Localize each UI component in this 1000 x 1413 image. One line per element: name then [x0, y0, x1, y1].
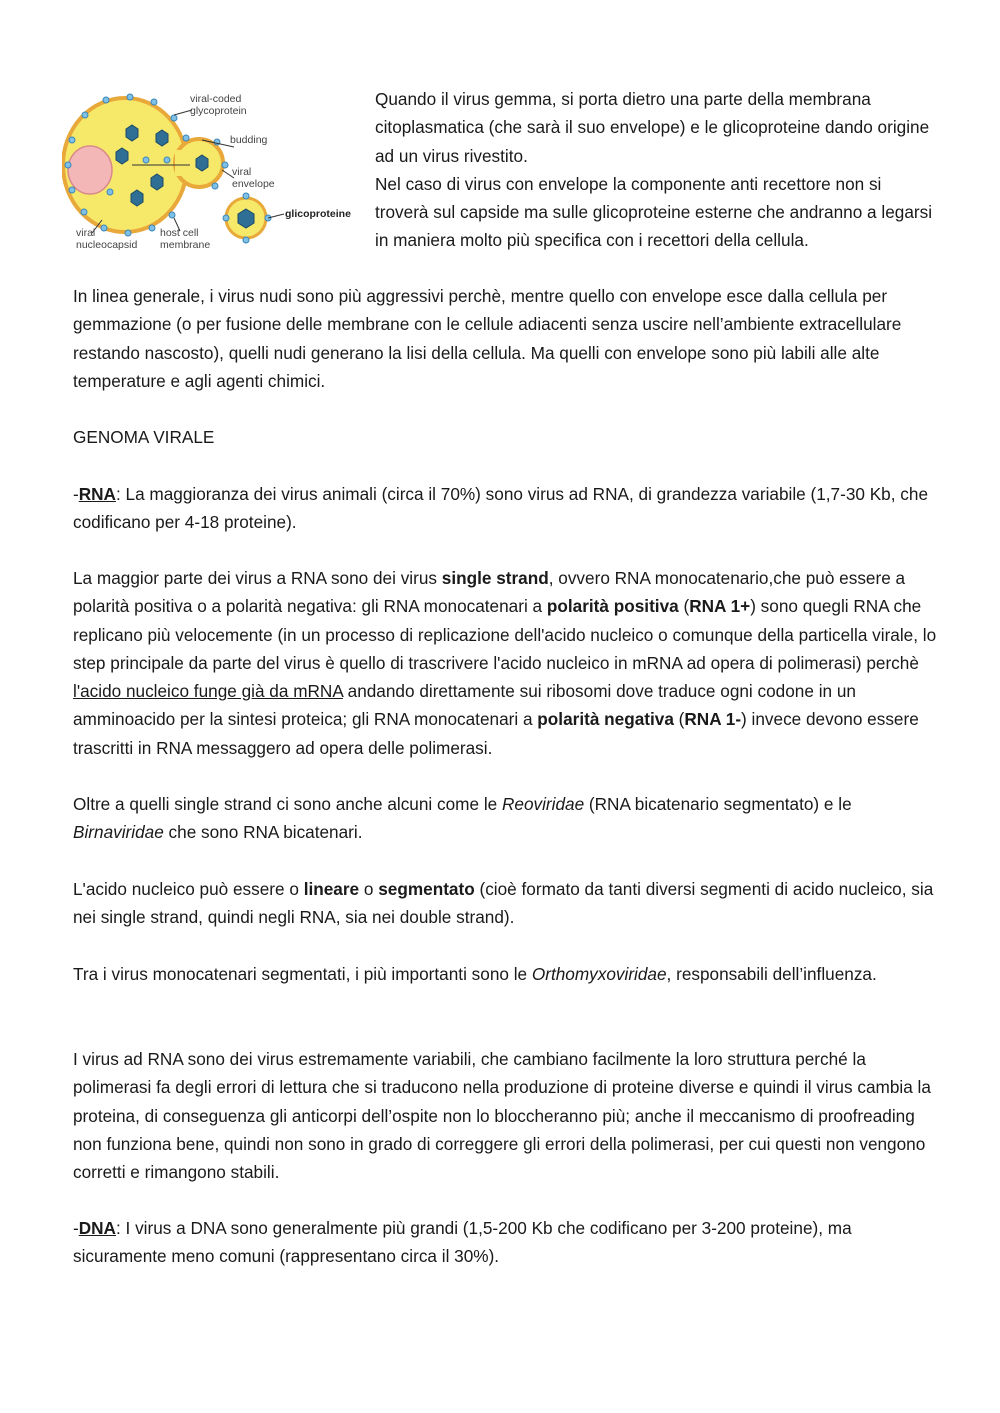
ss-text-1: La maggior parte dei virus a RNA sono dei virus [73, 568, 442, 588]
label-host-cell: host cell [160, 227, 199, 239]
ss-text-3: ( [678, 596, 690, 617]
seg-italic-orthomyxoviridae: Orthomyxoviridae [531, 964, 667, 984]
label-membrane: membrane [160, 239, 211, 251]
ss-text-4: ) sono quegli RNA che replicano più velocemente (in un processo di replicazione dell'acido nucleico o comunque della particella virale, lo step principale da parte del virus è quello di trascrivere l'acido nucleico in mRNA ad opera di polimerasi) perchè [73, 596, 937, 673]
label-glycoprotein: glycoprotein [190, 105, 247, 117]
label-budding: budding [230, 134, 268, 146]
ss-bold-rna-minus: RNA 1- [684, 709, 742, 730]
ss-text-5: andando direttamente sui ribosomi dove traduce ogni codone in un amminoacido per la sintesi proteica; gli RNA monocatenari a [73, 681, 856, 730]
general-paragraph: In linea generale, i virus nudi sono più aggressivi perchè, mentre quello con envelope esce dalla cellula per gemmazione (o per fusione delle membrane con le cellule adiacenti senza uscire nell’ambiente extracellulare restando nascosto), quelli nudi generano la lisi della cellula. Ma quelli con envelope sono più labili alle alte temperature e agli agenti chimici. [73, 286, 902, 391]
dna-dash: - [73, 1218, 79, 1238]
rna-dash: - [73, 484, 79, 504]
segmented-paragraph [73, 960, 943, 988]
ds-italic-birnaviridae: Birnaviridae [73, 822, 164, 843]
single-strand-paragraph [73, 564, 943, 762]
ds-italic-reoviridae: Reoviridae [501, 794, 585, 814]
linear-paragraph [73, 875, 943, 932]
double-strand-paragraph [73, 790, 943, 847]
seg-text-2: , responsabili dell’influenza. [666, 964, 877, 984]
label-viral: viral [232, 166, 252, 178]
section-heading: GENOMA VIRALE [73, 427, 215, 447]
ss-text-6: ( [673, 709, 685, 730]
intro-p1: Quando il virus gemma, si porta dietro una parte della membrana citoplasmatica (che sarà il suo envelope) e le glicoproteine dando origine ad un virus rivestito. [375, 89, 930, 166]
ds-text-1: Oltre a quelli single strand ci sono anche alcuni come le [73, 794, 502, 814]
ss-text-2: , ovvero RNA monocatenario,che può essere a polarità positiva o a polarità negativa: gli RNA monocatenari a [73, 568, 906, 617]
nucleus [68, 146, 112, 194]
dna-paragraph [73, 1214, 943, 1271]
lin-text-1: L'acido nucleico può essere o [73, 879, 304, 899]
rna-paragraph [73, 480, 943, 537]
ss-bold-positive: polarità positiva [546, 596, 679, 617]
label-envelope: envelope [232, 178, 275, 190]
label-viral-coded: viral-coded [190, 93, 242, 105]
lin-bold-segmentato: segmentato [378, 879, 475, 899]
seg-text-1: Tra i virus monocatenari segmentati, i più importanti sono le [73, 964, 532, 984]
ss-bold-negative: polarità negativa [537, 709, 674, 730]
dna-text: : I virus a DNA sono generalmente più grandi (1,5-200 Kb che codificano per 3-200 proteine), ma sicuramente meno comuni (rappresentano circa il 30%). [73, 1218, 852, 1267]
intro-p2: Nel caso di virus con envelope la componente anti recettore non si troverà sul capside ma sulle glicoproteine esterne che andranno a legarsi in maniera molto più specifica con i recettori della cellula. [375, 173, 933, 251]
rna-text: : La maggioranza dei virus animali (circa il 70%) sono virus ad RNA, di grandezza variabile (1,7-30 Kb, che codificano per 4-18 proteine). [73, 484, 929, 533]
label-glicoproteine: glicoproteine [285, 208, 351, 220]
ds-text-2: (RNA bicatenario segmentato) e le [584, 794, 852, 814]
virus-budding-illustration [62, 90, 362, 255]
label-nucleocapsid: nucleocapsid [76, 239, 138, 251]
intro-paragraph [375, 85, 935, 255]
dna-term: DNA [78, 1218, 116, 1238]
ss-bold-rna-plus: RNA 1+ [689, 596, 751, 617]
ss-underlined-mrna: l'acido nucleico funge già da mRNA [73, 681, 343, 702]
lin-text-3: (cioè formato da tanti diversi segmenti di acido nucleico, sia nei single strand, quindi negli RNA, sia nei double strand). [73, 879, 934, 928]
lin-bold-lineare: lineare [303, 879, 360, 899]
released-virion [226, 198, 266, 238]
lin-text-2: o [359, 879, 379, 899]
ss-text-7: ) invece devono essere trascritti in RNA messaggero ad opera delle polimerasi. [73, 709, 919, 758]
variability-paragraph: I virus ad RNA sono dei virus estremamente variabili, che cambiano facilmente la loro struttura perché la polimerasi fa degli errori di lettura che si traducono nella produzione di proteine diverse e quindi il virus cambia la proteina, di conseguenza gli anticorpi dell’ospite non lo bloccheranno più; anche il meccanismo di proofreading non funziona bene, quindi non sono in grado di correggere gli errori della polimerasi, per cui questi non vengono corretti e rimangono stabili. [73, 1049, 931, 1183]
ds-text-3: che sono RNA bicatenari. [163, 822, 363, 843]
rna-term: RNA [78, 484, 116, 504]
label-viral-2: viral [76, 227, 96, 239]
virus-budding-figure [62, 90, 362, 255]
ss-bold-single-strand: single strand [441, 568, 549, 588]
